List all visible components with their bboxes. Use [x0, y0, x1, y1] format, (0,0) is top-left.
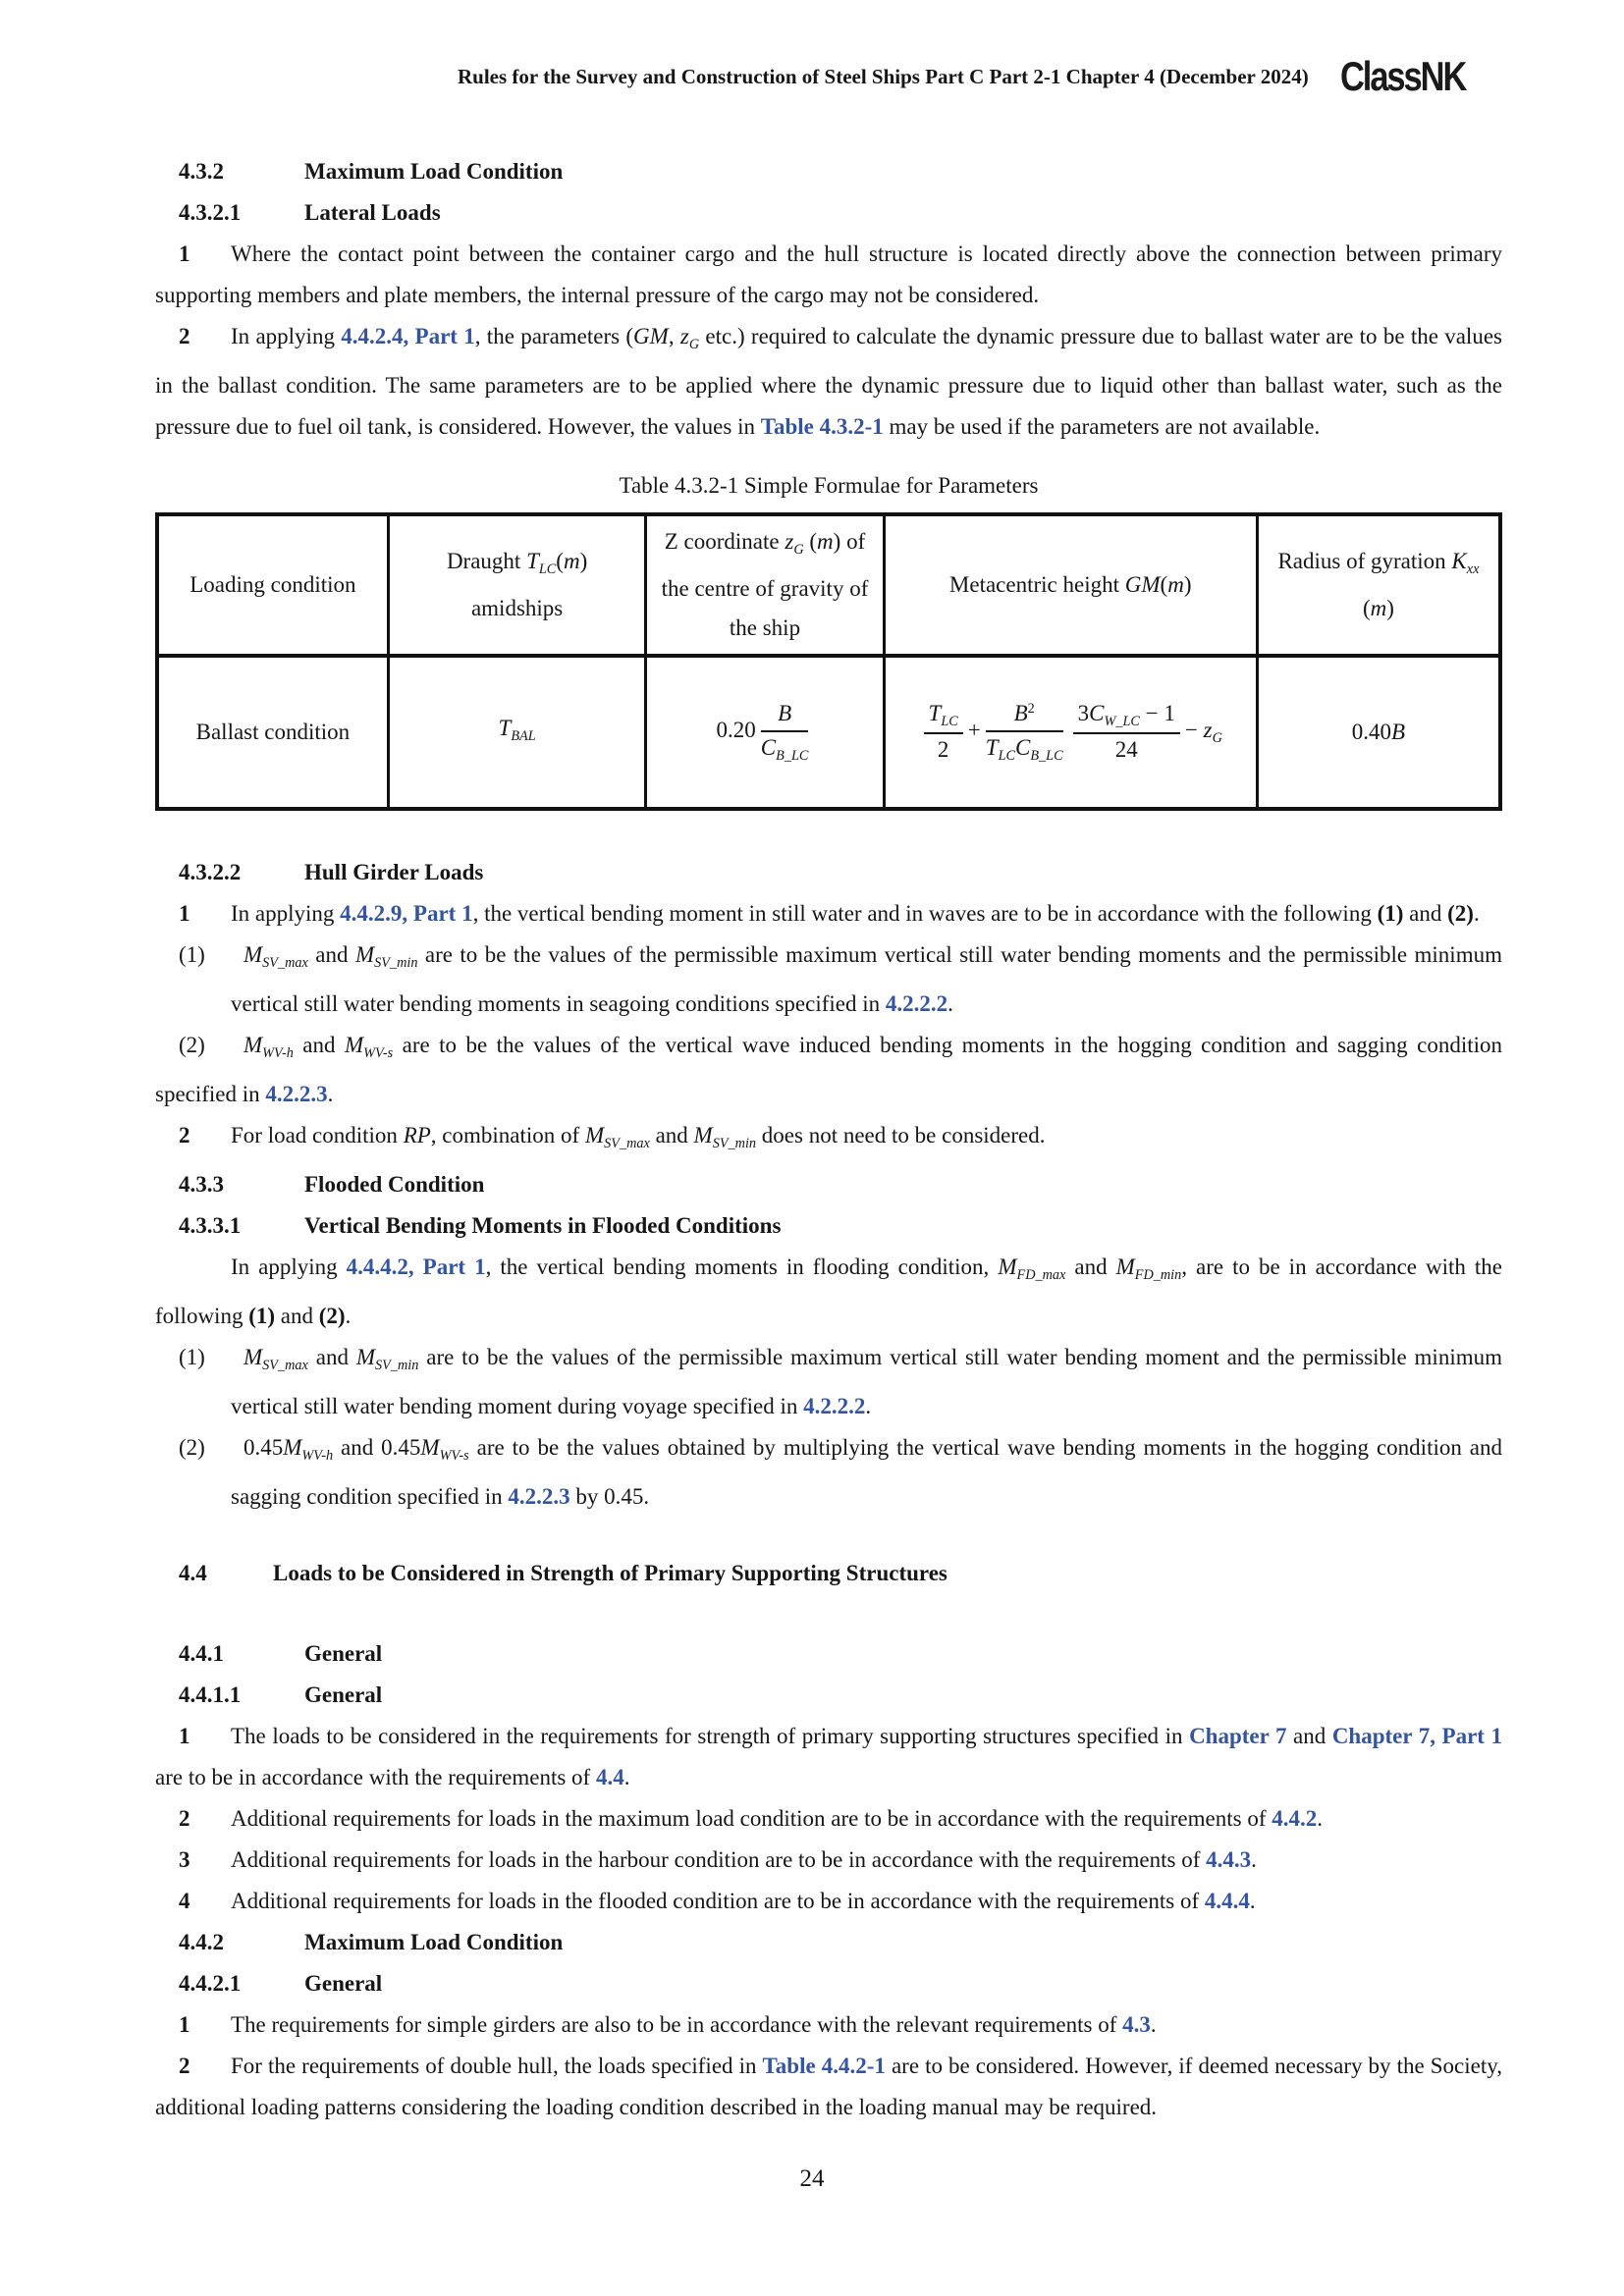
text-run: (1)	[248, 1303, 276, 1328]
cross-reference-link[interactable]: 4.4.4	[1204, 1888, 1250, 1913]
paragraph-number: 3	[179, 1846, 190, 1872]
table-cell	[388, 656, 646, 809]
paragraph: 4 Additional requirements for loads in the flooded condition are to be in accordance with the requirements of 4.4.4.	[155, 1881, 1502, 1922]
cross-reference-link[interactable]: 4.2.2.3	[508, 1483, 570, 1509]
text-run: SV_min	[712, 1135, 757, 1151]
fraction-denominator: 24	[1114, 737, 1138, 763]
text-run: G	[793, 541, 804, 558]
text-run: FD_min	[1134, 1266, 1182, 1283]
table-header-cell: Radius of gyration $K_{xx}$ (m)	[1257, 514, 1500, 656]
paragraph-number: 1	[179, 900, 190, 926]
text-run: G	[688, 336, 700, 352]
fraction-denominator	[986, 732, 1063, 764]
text-run: C	[1015, 734, 1031, 760]
heading-4.3.2	[155, 151, 1502, 192]
text-run: m	[563, 548, 580, 573]
page-number: 24	[799, 2164, 825, 2192]
heading-title: General	[304, 1970, 383, 1996]
list-item-marker: (2)	[179, 1434, 205, 1460]
text-run: GM	[1124, 571, 1161, 597]
heading-4.4.1	[155, 1633, 1502, 1675]
paragraph-number: 1	[179, 1723, 190, 1748]
fraction-denominator	[761, 732, 809, 764]
cross-reference-link[interactable]: 4.4.2	[1272, 1805, 1318, 1831]
text-run: m	[1167, 571, 1184, 597]
text-run: M	[244, 1032, 263, 1057]
text-run: M	[244, 941, 263, 967]
list-item: (2) $0.45M_{WV-h}$ and $0.45M_{WV-s}$ are to be the values obtained by multiplying the vertical wave bending moments in the hogging condition and sagging condition specified in 4.2.2.3 by 0.45.	[155, 1427, 1502, 1518]
text-run: WV-h	[262, 1044, 294, 1061]
cross-reference-link[interactable]: Table 4.4.2-1	[762, 2053, 886, 2078]
table-head	[157, 514, 1500, 656]
cross-reference-link[interactable]: 4.3	[1122, 2011, 1151, 2037]
text-run: BAL	[511, 727, 536, 744]
heading-title: Hull Girder Loads	[304, 859, 484, 884]
header-title: Rules for the Survey and Construction of Steel Ships Part C Part 2-1 Chapter 4 (December 2024)	[457, 64, 1309, 88]
text-run: M	[998, 1254, 1017, 1279]
text-run: SV_min	[375, 1357, 419, 1373]
paragraph-number: 2	[179, 1122, 190, 1148]
text-run: z	[785, 528, 794, 554]
cross-reference-link[interactable]: Chapter 7	[1189, 1723, 1287, 1748]
cross-reference-link[interactable]: 4.2.2.3	[265, 1081, 328, 1106]
text-run: WV-s	[363, 1044, 394, 1061]
cross-reference-link[interactable]: 4.2.2.2	[885, 990, 948, 1016]
text-run: T	[985, 734, 999, 760]
text-run: C	[1089, 701, 1105, 726]
fraction-denominator: 2	[937, 737, 949, 763]
text-run: WV-s	[439, 1447, 469, 1464]
list-item: (2) $M_{WV-h}$ and $M_{WV-s}$ are to be the values of the vertical wave induced bending moments in the hogging condition and sagging condition specified in 4.2.2.3.	[155, 1025, 1502, 1115]
cross-reference-link[interactable]: 4.4.3	[1206, 1846, 1252, 1872]
text-run: FD_max	[1016, 1266, 1066, 1283]
table-cell: 0.20 $\frac{B}{C_{B\_LC}}$	[646, 656, 884, 809]
heading-number: 4.3.2	[179, 159, 224, 184]
paragraph-number: 2	[179, 1805, 190, 1831]
text-run: 2	[1027, 701, 1035, 718]
heading-title: Loads to be Considered in Strength of Primary Supporting Structures	[273, 1560, 947, 1585]
fraction	[986, 701, 1063, 764]
text-run: W_LC	[1104, 714, 1140, 730]
cross-reference-link[interactable]: 4.2.2.2	[803, 1393, 866, 1418]
text-run: LC	[998, 747, 1015, 764]
cross-reference-link[interactable]: 4.4	[595, 1764, 624, 1789]
text-run: SV_max	[604, 1135, 650, 1151]
text-run: GM	[633, 324, 669, 348]
table-cell: 0.40B	[1257, 656, 1500, 809]
table-header-cell: Draught $T_{LC}(m)$ amidships	[388, 514, 646, 656]
cross-reference-link[interactable]: Chapter 7, Part 1	[1331, 1723, 1502, 1748]
heading-title: General	[304, 1682, 383, 1707]
fraction	[1073, 701, 1180, 764]
text-run: M	[693, 1122, 713, 1148]
cross-reference-link[interactable]: 4.4.2.4, Part 1	[341, 324, 475, 348]
fraction-numerator	[986, 701, 1063, 731]
text-run: B	[778, 701, 792, 726]
text-run: T	[498, 715, 512, 740]
text-run: B_LC	[1030, 747, 1063, 764]
cross-reference-link[interactable]: Table 4.3.2-1	[760, 413, 884, 439]
paragraph: 1 The requirements for simple girders are also to be in accordance with the relevant requirements of 4.3.	[155, 2004, 1502, 2046]
paragraph: 2 For load condition RP, combination of $M_{SV\_max}$ and $M_{SV\_min}$ does not need to be considered.	[155, 1115, 1502, 1164]
heading-4.4	[155, 1553, 1502, 1594]
text-run: B_LC	[776, 747, 809, 764]
fraction	[761, 701, 809, 764]
fraction-numerator	[924, 701, 963, 734]
list-item: (1) $M_{SV\_max}$ and $M_{SV\_min}$ are to be the values of the permissible maximum vertical still water bending moments and the permissible minimum vertical still water bending moments in seagoing conditions specified in 4.2.2.2.	[155, 934, 1502, 1025]
paragraph: 1 In applying 4.4.2.9, Part 1, the vertical bending moment in still water and in waves are to be in accordance with the following (1) and (2).	[155, 893, 1502, 934]
text-run: M	[283, 1434, 302, 1460]
heading-4.3.3.1	[155, 1205, 1502, 1247]
paragraph: 1 Where the contact point between the container cargo and the hull structure is located directly above the connection between primary supporting members and plate members, the internal pressure of the cargo may not be considered.	[155, 234, 1502, 316]
heading-number: 4.3.3.1	[179, 1212, 242, 1238]
text-run: M	[244, 1344, 263, 1369]
table-caption: Table 4.3.2-1 Simple Formulae for Parameters	[619, 472, 1039, 498]
text-run: m	[1370, 595, 1387, 620]
table-cell: Ballast condition	[157, 656, 388, 809]
text-run: (1)	[1377, 900, 1404, 926]
heading-title: Vertical Bending Moments in Flooded Conditions	[304, 1212, 782, 1238]
list-item-marker: (1)	[179, 941, 205, 967]
paragraph: 2 Additional requirements for loads in the maximum load condition are to be in accordance with the requirements of 4.4.2.	[155, 1798, 1502, 1840]
text-run: (2)	[1447, 900, 1474, 926]
text-run: SV_max	[262, 954, 308, 971]
document-content	[0, 151, 1624, 2128]
list-item-marker: (1)	[179, 1344, 205, 1369]
text-run: z	[679, 324, 689, 348]
fraction-numerator	[761, 701, 809, 731]
heading-title: Maximum Load Condition	[304, 159, 564, 184]
table-body	[157, 656, 1500, 809]
heading-number: 4.4.2.1	[179, 1970, 242, 1996]
table-row	[157, 656, 1500, 809]
text-run: B	[1391, 719, 1406, 744]
paragraph-number: 1	[179, 241, 190, 266]
heading-4.3.2.1	[155, 192, 1502, 234]
text-run: T	[928, 701, 942, 726]
text-run: RP	[403, 1122, 431, 1148]
heading-4.3.3	[155, 1164, 1502, 1205]
table-header-cell: Loading condition	[157, 514, 388, 656]
text-run: G	[1212, 730, 1222, 747]
paragraph: In applying 4.4.4.2, Part 1, the vertical bending moments in flooding condition, $M_{FD\_max}$ and $M_{FD\_min}$, are to be in accordance with the following (1) and (2).	[155, 1254, 1502, 1328]
text-run: M	[355, 1344, 376, 1369]
text-run: M	[344, 1032, 364, 1057]
fraction	[924, 701, 963, 764]
text-run: K	[1451, 548, 1467, 573]
table-cell: $\frac{T_{LC}}{2}$ + $\frac{B^2}{T_{LC}C_{B\_LC}}$ $\frac{3C_{W\_LC} - 1}{24}$ − $z_G$	[884, 656, 1257, 809]
table-header-cell: Z coordinate $z_G$ (m) of the centre of gravity of the ship	[646, 514, 884, 656]
text-run: WV-h	[301, 1447, 334, 1464]
text-run: T	[526, 548, 539, 573]
heading-4.4.2.1	[155, 1963, 1502, 2004]
list-item: (1) $M_{SV\_max}$ and $M_{SV\_min}$ are to be the values of the permissible maximum vertical still water bending moment and the permissible minimum vertical still water bending moment during voyage specified in 4.2.2.2.	[155, 1337, 1502, 1427]
text-run: B	[1013, 701, 1028, 726]
text-run: M	[420, 1434, 440, 1460]
cross-reference-link[interactable]: 4.4.2.9, Part 1	[340, 900, 473, 926]
text-run: M	[584, 1122, 605, 1148]
heading-4.4.1.1	[155, 1675, 1502, 1716]
heading-title: Maximum Load Condition	[304, 1929, 564, 1954]
text-run: SV_min	[374, 954, 418, 971]
heading-number: 4.4.1.1	[179, 1682, 242, 1707]
text-run: M	[354, 941, 375, 967]
text-run: M	[1115, 1254, 1135, 1279]
page-header	[0, 0, 1624, 100]
cross-reference-link[interactable]: 4.4.4.2, Part 1	[346, 1254, 486, 1279]
heading-4.4.2	[155, 1922, 1502, 1963]
heading-number: 4.3.3	[179, 1171, 224, 1197]
heading-title: General	[304, 1640, 383, 1666]
paragraph: 3 Additional requirements for loads in the harbour condition are to be in accordance with the requirements of 4.4.3.	[155, 1840, 1502, 1881]
text-run: C	[760, 734, 777, 760]
text-run: (2)	[318, 1303, 346, 1328]
text-run: xx	[1466, 561, 1480, 577]
paragraph: 1 The loads to be considered in the requirements for strength of primary supporting structures specified in Chapter 7 and Chapter 7, Part 1 are to be in accordance with the requirements of 4.4.	[155, 1716, 1502, 1798]
heading-number: 4.3.2.1	[179, 200, 242, 225]
text-run: m	[817, 528, 834, 554]
paragraph-number: 2	[179, 2053, 190, 2078]
text-run: z	[1203, 718, 1213, 743]
classnk-logo: ClassNK	[1339, 53, 1466, 99]
heading-number: 4.3.2.2	[179, 859, 242, 884]
text-run: LC	[538, 561, 557, 577]
paragraph-number: 2	[179, 324, 190, 348]
paragraph: 2 In applying 4.4.2.4, Part 1, the parameters (GM, $z_G$ etc.) required to calculate the dynamic pressure due to ballast water are to be the values in the ballast condition. The same parameters are to be applied where the dynamic pressure due to liquid other than ballast water, such as the pressure due to fuel oil tank, is considered. However, the values in Table 4.3.2-1 may be used if the parameters are not available.	[155, 316, 1502, 448]
paragraph-number: 4	[179, 1888, 190, 1913]
heading-number: 4.4.2	[179, 1929, 224, 1954]
text-run: LC	[941, 714, 958, 730]
heading-number: 4.4.1	[179, 1640, 224, 1666]
list-item-marker: (2)	[179, 1032, 205, 1057]
fraction-numerator: $3C_{W\_LC} - 1$	[1073, 701, 1180, 734]
heading-number: 4.4	[179, 1560, 207, 1585]
table-header-cell: Metacentric height GM(m)	[884, 514, 1257, 656]
paragraph: 2 For the requirements of double hull, the loads specified in Table 4.4.2-1 are to be considered. However, if deemed necessary by the Society, additional loading patterns considering the loading condition described in the loading manual may be required.	[155, 2046, 1502, 2128]
heading-4.3.2.2	[155, 852, 1502, 893]
parameters-table	[155, 512, 1502, 811]
heading-title: Lateral Loads	[304, 200, 441, 225]
heading-title: Flooded Condition	[304, 1171, 485, 1197]
table-header-row	[157, 514, 1500, 656]
text-run: SV_max	[262, 1357, 308, 1373]
paragraph-number: 1	[179, 2011, 190, 2037]
